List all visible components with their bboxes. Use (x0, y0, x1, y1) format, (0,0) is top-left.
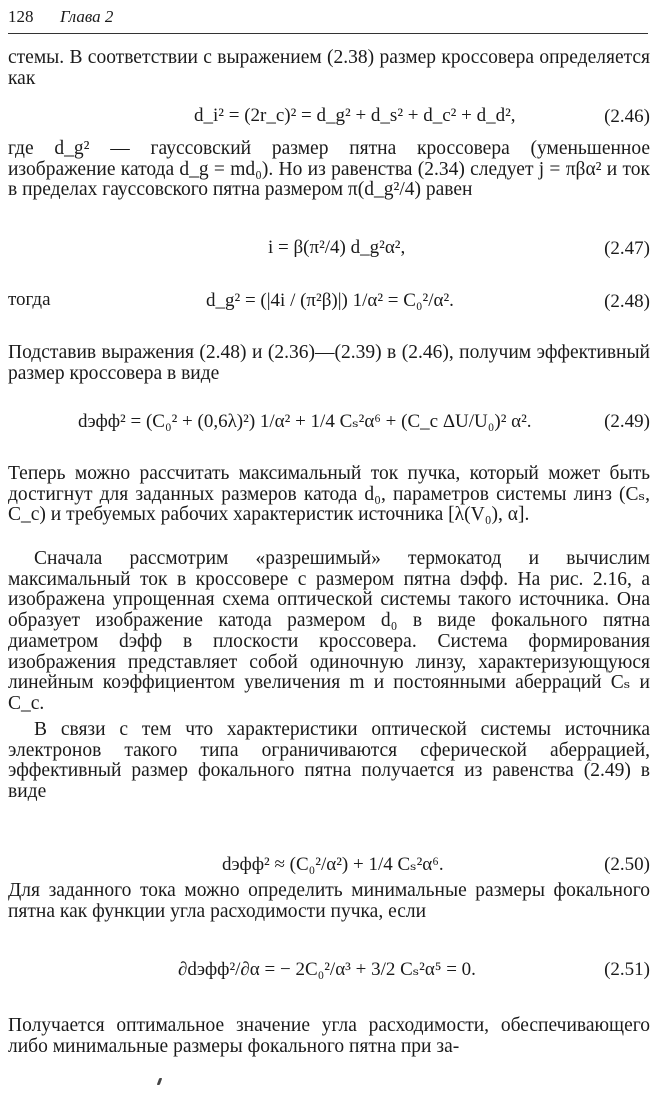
paragraph-5: Сначала рассмотрим «разрешимый» термокатод и вычислим максимальный ток в кроссовере с размером пятна dэфф. На рис. 2.16, а изображена упрощенная схема оптической системы такого источника. Она образует изображение катода размером d₀ в виде фокального пятна диаметром dэфф в плоскости кроссовера. Система формирования изображения представляет собой одиночную линзу, характеризующуюся линейным коэффициентом увеличения m и постоянными аберраций Cₛ и C_c. (8, 548, 650, 714)
equation-2-50-body: dэфф² ≈ (C₀²/α²) + 1/4 Cₛ²α⁶. (222, 853, 444, 875)
equation-2-46-number: (2.46) (604, 106, 650, 127)
equation-2-51 (8, 947, 650, 991)
page-number: 128 (8, 7, 34, 26)
paragraph-4: Теперь можно рассчитать максимальный ток пучка, который может быть достигнут для заданных размеров катода d₀, параметров системы линз (Cₛ, C_c) и требуемых рабочих характеристик источника [λ(V₀), α]. (8, 463, 650, 526)
equation-2-48-prefix: тогда (8, 289, 51, 310)
equation-2-47-body: i = β(π²/4) d_g²α², (268, 237, 406, 258)
paragraph-7: Для заданного тока можно определить минимальные размеры фокального пятна как функции угла расходимости пучка, если (8, 880, 650, 922)
paragraph-8: Получается оптимальное значение угла расходимости, обеспечивающего либо минимальные размеры фокального пятна при за- (8, 1015, 650, 1057)
equation-2-49 (8, 399, 650, 443)
paragraph-1: стемы. В соответствии с выражением (2.38) размер кроссовера определяется как (8, 47, 650, 89)
equation-2-48 (8, 279, 650, 323)
equation-2-51-body: ∂dэфф²/∂α = − 2C₀²/α³ + 3/2 Cₛ²α⁵ = 0. (178, 958, 476, 980)
running-head: Глава 2 (60, 7, 114, 26)
paragraph-6: В связи с тем что характеристики оптической системы источника электронов такого типа ограничиваются сферической аберрацией, эффективный размер фокального пятна получается из равенства (2.49) в виде (8, 719, 650, 803)
equation-2-49-body: dэфф² = (C₀² + (0,6λ)²) 1/α² + 1/4 Cₛ²α⁶ + (C_c ΔU/U₀)² α². (78, 410, 532, 432)
equation-2-50-number: (2.50) (604, 854, 650, 875)
equation-2-46 (8, 94, 650, 138)
paragraph-3: Подставив выражения (2.48) и (2.36)—(2.39) в (2.46), получим эффективный размер кроссовера в виде (8, 342, 650, 384)
equation-2-48-body: d_g² = (|4i / (π²β)|) 1/α² = C₀²/α². (206, 290, 454, 311)
page-header (8, 4, 648, 30)
header-rule (8, 33, 648, 34)
equation-2-48-number: (2.48) (604, 291, 650, 312)
equation-2-49-number: (2.49) (604, 411, 650, 432)
equation-2-46-body: d_i² = (2r_c)² = d_g² + d_s² + d_c² + d_d², (194, 105, 516, 126)
paragraph-2: где d_g² — гауссовский размер пятна кроссовера (уменьшенное изображение катода d_g = md₀). Но из равенства (2.34) следует j = πβα² и ток в пределах гауссовского пятна размером π(d_g²/4) равен (8, 138, 650, 201)
equation-2-51-number: (2.51) (604, 959, 650, 980)
equation-2-47-number: (2.47) (604, 238, 650, 259)
equation-2-47 (8, 226, 650, 270)
print-speck (157, 1078, 163, 1085)
